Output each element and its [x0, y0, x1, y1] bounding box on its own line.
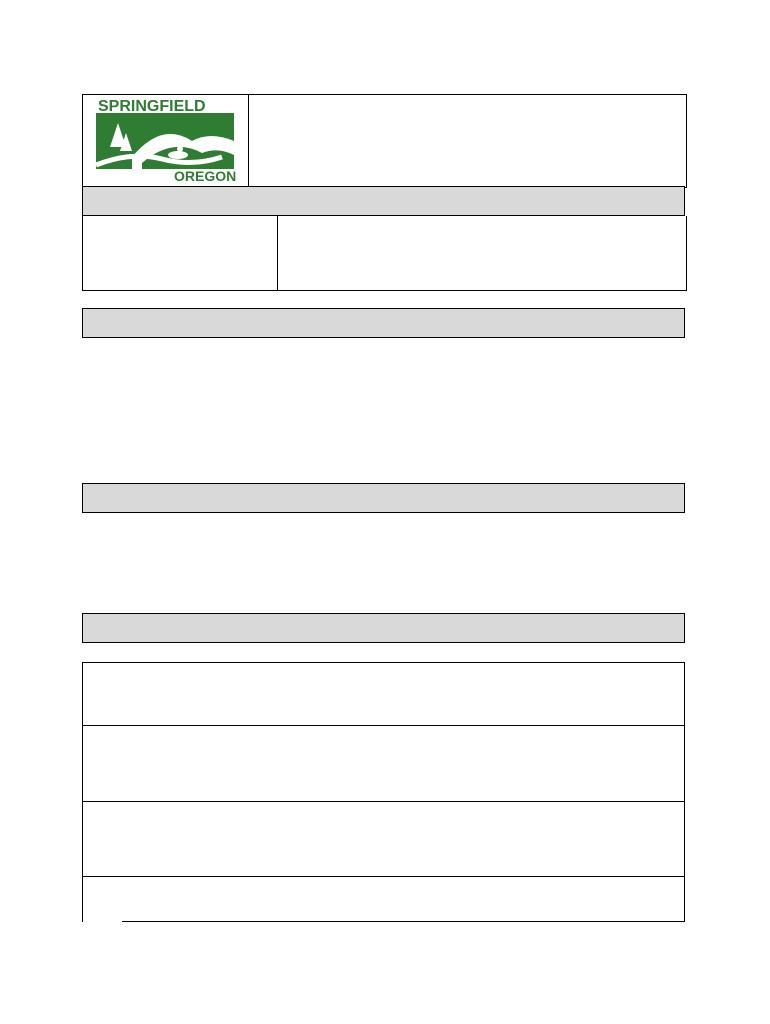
- essential-duties-heading: [82, 613, 685, 643]
- table-divider: [277, 216, 278, 290]
- springfield-oregon-logo: [92, 97, 238, 183]
- row-divider: [82, 801, 685, 802]
- duties-table: [82, 662, 685, 922]
- general-info-heading: [82, 186, 685, 216]
- classification-characteristics-heading: [82, 483, 685, 513]
- header-divider: [248, 94, 249, 187]
- info-row-effective-date: [83, 235, 686, 253]
- duty-row: [82, 878, 685, 923]
- row-divider: [82, 725, 685, 726]
- row-divider: [82, 876, 685, 877]
- duty-row: [82, 803, 685, 878]
- logo-top-text: SPRINGFIELD: [98, 98, 206, 115]
- info-row-classification-code: [83, 217, 686, 235]
- info-row-pay-grade: [83, 253, 686, 271]
- logo-bottom-text: OREGON: [174, 168, 237, 183]
- table-bottom-rule: [122, 921, 685, 922]
- position-summary-heading: [82, 308, 685, 338]
- duty-row: [82, 665, 685, 725]
- general-info-table: [82, 216, 687, 291]
- duty-row: [82, 728, 685, 803]
- info-row-flsa-status: [83, 271, 686, 289]
